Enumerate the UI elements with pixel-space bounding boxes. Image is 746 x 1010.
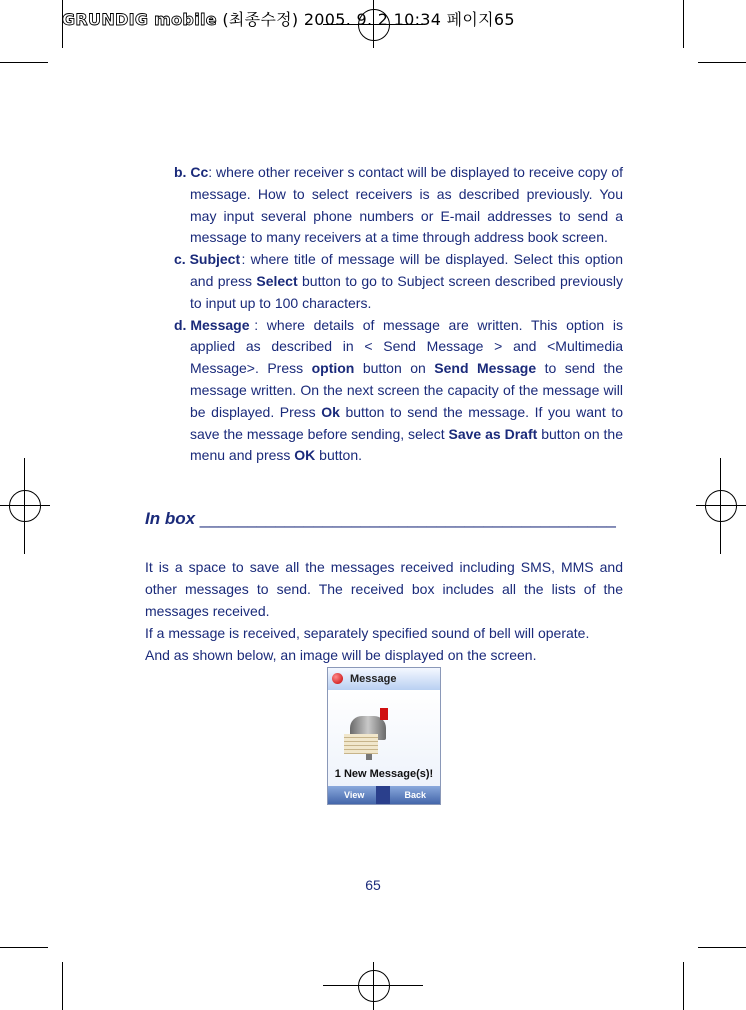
header-date: 2005. 9. 2 10:34 bbox=[303, 10, 442, 29]
text-run: button on the menu and press bbox=[190, 425, 623, 464]
header-brand: GRUNDIG mobile bbox=[62, 10, 217, 29]
section-heading-inbox bbox=[145, 509, 623, 529]
phone-screen-illustration bbox=[327, 667, 441, 805]
crop-mark-bottom-left-v bbox=[62, 962, 63, 1010]
message-app-icon bbox=[332, 673, 343, 684]
header-tag: (최종수정) bbox=[222, 10, 299, 29]
bold-term: Send Message bbox=[434, 360, 537, 377]
paragraph: It is a space to save all the messages received including SMS, MMS and other messages to send. The received box includes all the lists of the messages received. bbox=[145, 559, 623, 619]
crop-mark-bottom-left-h bbox=[0, 947, 48, 948]
paragraph: If a message is received, separately specified sound of bell will operate. bbox=[145, 625, 590, 641]
crop-mark-top-right-h bbox=[698, 62, 746, 63]
softkey-back: Back bbox=[404, 790, 426, 800]
text-run: button on bbox=[354, 360, 435, 377]
item-body bbox=[190, 164, 623, 245]
text-run: : where other receiver s contact will be displayed to receive copy of message. How to select receivers is as described previously. You may input several phone numbers or E-mail addresses to send a message to many receivers at a time through address book screen. bbox=[190, 164, 623, 246]
phone-softkey-bar bbox=[328, 786, 440, 804]
paragraph: And as shown below, an image will be displayed on the screen. bbox=[145, 647, 537, 663]
item-label: c. Subject bbox=[174, 251, 241, 268]
header-page-label: 페이지65 bbox=[446, 10, 515, 29]
softkey-view: View bbox=[344, 790, 365, 800]
text-run: to send the message written. On the next screen the capacity of the message will be displayed. Press bbox=[190, 360, 624, 420]
text-run: : where details of message are written. This option is applied as described in < Send Message > and <Multimedia Message>. Press bbox=[190, 316, 623, 377]
page-number: 65 bbox=[365, 877, 381, 893]
item-message bbox=[145, 315, 623, 468]
field-descriptions bbox=[145, 162, 623, 467]
item-body bbox=[190, 317, 623, 464]
bold-term: Ok bbox=[321, 403, 340, 420]
text-run: button to send the message. If you want to save the message before sending, select bbox=[190, 403, 623, 442]
section-title: In box bbox=[145, 509, 196, 528]
item-body bbox=[190, 251, 623, 311]
bold-term: OK bbox=[294, 447, 316, 464]
phone-screen bbox=[328, 690, 440, 786]
new-message-notice: 1 New Message(s)! bbox=[334, 768, 434, 780]
crop-mark-bottom-right-h bbox=[698, 947, 746, 948]
text-run: button. bbox=[315, 447, 362, 464]
crop-mark-top-left-h bbox=[0, 62, 48, 63]
phone-title-bar bbox=[328, 668, 440, 690]
print-header bbox=[62, 7, 515, 30]
item-cc bbox=[145, 162, 623, 249]
bold-term: option bbox=[311, 360, 355, 377]
crop-mark-top-right-v bbox=[683, 0, 684, 48]
text-run: : where title of message will be displayed. Select this option and press bbox=[190, 251, 623, 289]
item-subject bbox=[145, 249, 623, 314]
text-run: button to go to Subject screen described previously to input up to 100 characters. bbox=[190, 272, 623, 311]
bold-term: Save as Draft bbox=[448, 425, 538, 442]
phone-title: Message bbox=[350, 673, 397, 685]
bold-term: Select bbox=[256, 272, 298, 289]
section-rule: ____________________________________________ bbox=[199, 509, 616, 528]
crop-mark-bottom-right-v bbox=[683, 962, 684, 1010]
mailbox-icon bbox=[344, 708, 392, 760]
softkey-center bbox=[376, 786, 390, 804]
inbox-description bbox=[145, 556, 623, 666]
item-label: b. Cc bbox=[174, 164, 209, 180]
item-label: d. Message bbox=[174, 316, 250, 333]
